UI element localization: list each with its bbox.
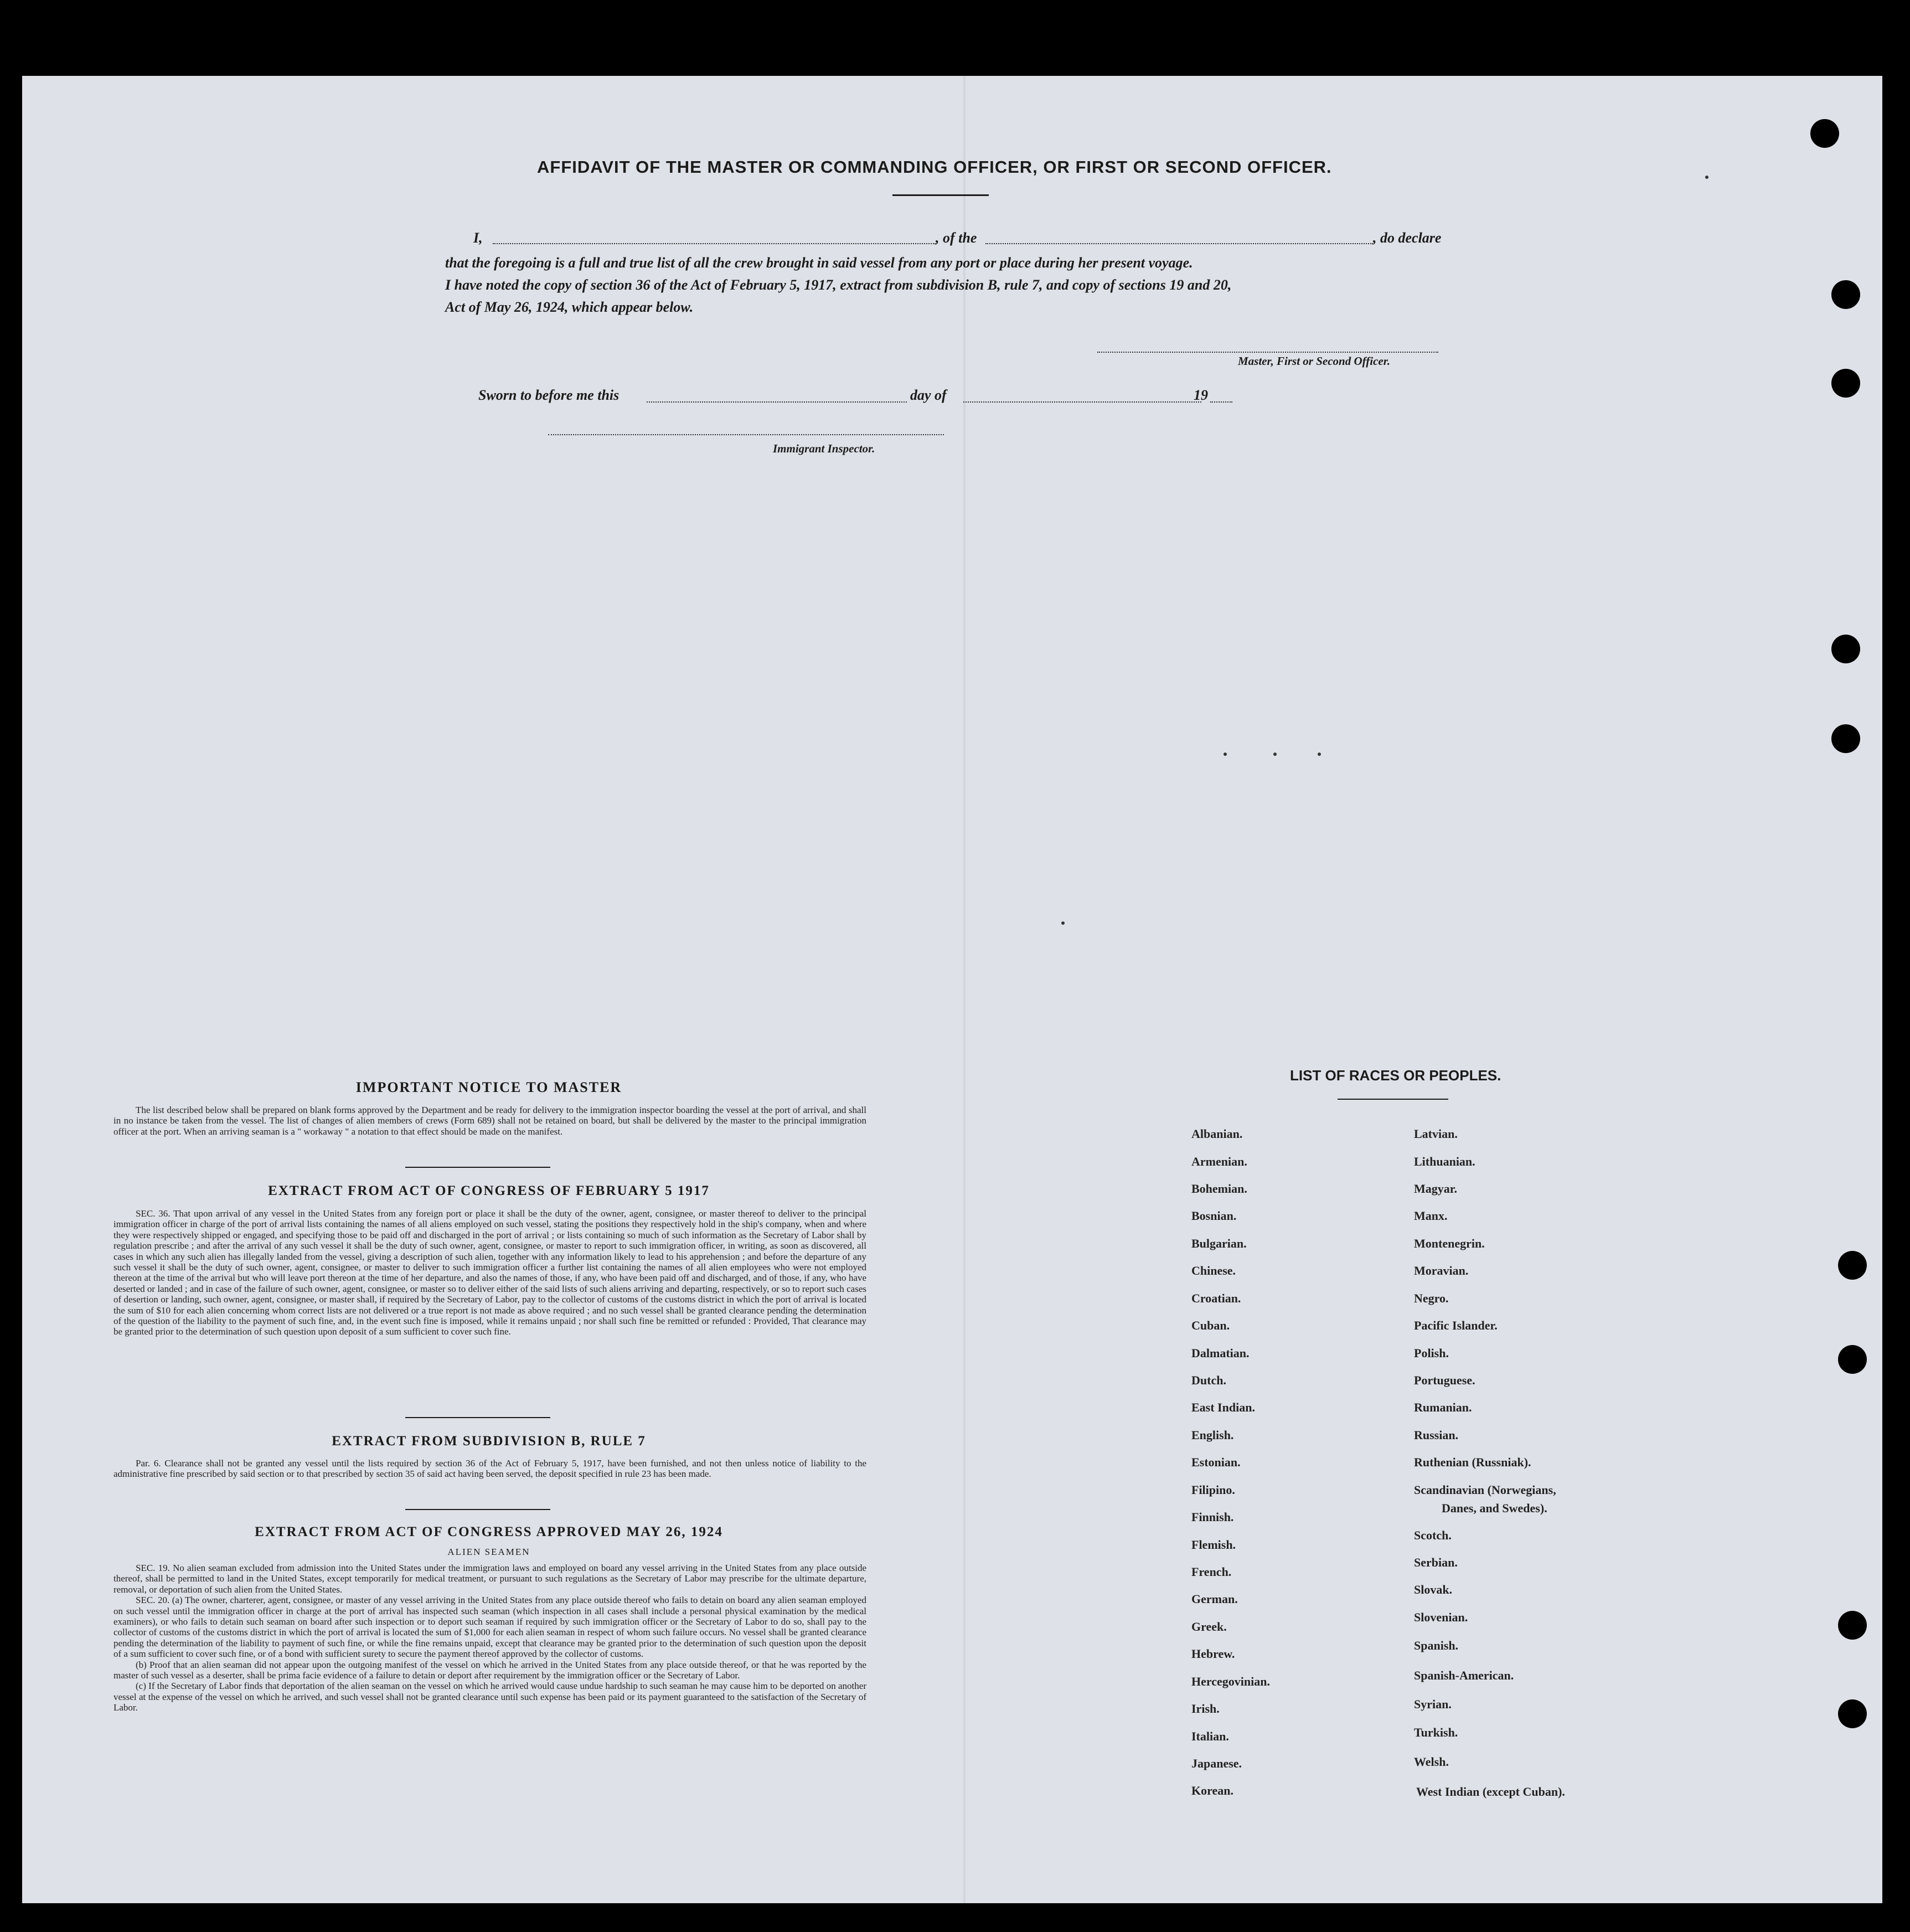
title-underline (892, 194, 989, 196)
sec-36-paragraph: SEC. 36. That upon arrival of any vessel in the United States from any foreign port or place it shall be the duty of the owner, agent, consignee, or master thereof to deliver to the principal immigration officer in charge of the port of arrival lists containing the names of all aliens employed on such vessel, stating the positions they respectively hold in the ship's company, when and where they were respectively shipped or engaged, and specifying those to be paid off and discharged in the port of arrival ; or lists containing so much of such information as the Secretary of Labor shall by regulation prescribe ; and after the arrival of any such vessel it shall be the duty of such owner, agent, consignee, or master to report to such immigration officer, in writing, as soon as discovered, all cases in which any such alien has illegally landed from the vessel, giving a description of such alien, together with any information likely to lead to his apprehension ; and before the departure of any such vessel it shall be the duty of such owner, agent, consignee, or master to deliver to such immigration officer a further list containing the names of all alien employees who were not employed thereon at the time of the arrival but who will leave port thereon at the time of her departure, and also the names of those, if any, who have been paid off and discharged, and of those, if any, who have deserted or landed ; and in case of the failure of such owner, agent, consignee, or master so to deliver either of the said lists of such aliens arriving and departing, respectively, or so to report such cases of desertion or landing, such owner, agent, consignee, or master shall, if required by the Secretary of Labor, pay to the collector of customs of the customs district in which the port of arrival is located the sum of $10 for each alien concerning whom correct lists are not delivered or a true report is not made as above required ; and no such vessel shall be granted clearance pending the determination of the question of the liability to the payment of such fine, and, in the event such fine is imposed, while it remains unpaid ; nor shall such fine be remitted or refunded : Provided, That clearance may be granted prior to the determination of such question upon deposit of a sum sufficient to cover such fine. (113, 1208, 866, 1337)
extract-1917-body (113, 1208, 866, 1337)
race-left-item: Bulgarian. (1191, 1237, 1247, 1250)
notice-paragraph: The list described below shall be prepared on blank forms approved by the Department and be ready for delivery to the immigration inspector boarding the vessel at the port of arrival, and shall in no instance be taken from the vessel. The list of changes of alien members of crews (Form 689) shall not be retained on board, but shall be delivered by the master to the principal immigration officer at the port. When an arriving seaman is a " workaway " a notation to that effect should be made on the manifest. (113, 1105, 866, 1137)
race-left-item: Croatian. (1191, 1291, 1241, 1305)
day-of-label: day of (910, 387, 947, 403)
race-left-item: Albanian. (1191, 1127, 1243, 1141)
affidavit-title: AFFIDAVIT OF THE MASTER OR COMMANDING OFFICER, OR FIRST OR SECOND OFFICER. (537, 157, 1332, 177)
affidavit-line-4: Act of May 26, 1924, which appear below. (445, 299, 694, 315)
race-right-item: Slovenian. (1414, 1610, 1468, 1624)
sworn-label: Sworn to before me this (478, 387, 620, 403)
race-right-item: Turkish. (1414, 1725, 1458, 1739)
sec-20b-paragraph: (b) Proof that an alien seaman did not appear upon the outgoing manifest of the vessel on which he arrived in the United States from any place outside thereof, or that he was reported by the master of such vessel as a deserter, shall be prima facie evidence of a failure to detain or deport after requirement by the immigration officer or the Secretary of Labor. (113, 1659, 866, 1681)
i-label: I, (473, 230, 483, 246)
race-right-item: Negro. (1414, 1291, 1449, 1305)
punch-hole (1838, 1345, 1867, 1374)
extract-1917-title: EXTRACT FROM ACT OF CONGRESS OF FEBRUARY 5 1917 (268, 1183, 710, 1198)
race-left-item: Greek. (1191, 1620, 1227, 1634)
race-right-item: Scotch. (1414, 1528, 1452, 1542)
race-right-item: Rumanian. (1414, 1400, 1472, 1414)
race-right-item: Slovak. (1414, 1583, 1453, 1596)
sec-19-paragraph: SEC. 19. No alien seaman excluded from admission into the United States under the immigration laws and employed on board any vessel arriving in the United States from any place outside thereof, shall be permitted to land in the United States, except temporarily for medical treatment, or pursuant to such regulations as the Secretary of Labor may prescribe for the ultimate departure, removal, or deportation of such alien from the United States. (113, 1563, 866, 1595)
of-the-label: , of the (936, 230, 977, 246)
race-right-item: Spanish-American. (1414, 1668, 1514, 1682)
races-underline (1338, 1099, 1448, 1100)
race-right-item: Welsh. (1414, 1755, 1449, 1769)
race-left-item: French. (1191, 1565, 1232, 1579)
race-left-item: Flemish. (1191, 1538, 1236, 1552)
master-caption: Master, First or Second Officer. (1238, 354, 1390, 368)
ink-speck (1061, 921, 1065, 925)
race-right-item: Moravian. (1414, 1264, 1469, 1277)
extract-rule7-body (113, 1458, 866, 1480)
race-right-item: Scandinavian (Norwegians, (1414, 1483, 1556, 1497)
extract-1924-title: EXTRACT FROM ACT OF CONGRESS APPROVED MAY 26, 1924 (255, 1524, 723, 1539)
section-divider (405, 1417, 550, 1418)
race-left-item: Chinese. (1191, 1264, 1236, 1277)
sworn-month-blank[interactable] (963, 401, 1201, 403)
ink-speck (1318, 753, 1321, 756)
race-left-item: Hebrew. (1191, 1647, 1235, 1661)
race-right-item: Magyar. (1414, 1182, 1458, 1196)
do-declare-label: , do declare (1373, 230, 1442, 246)
section-divider (405, 1509, 550, 1510)
notice-title: IMPORTANT NOTICE TO MASTER (355, 1079, 622, 1095)
ink-speck (1273, 753, 1277, 756)
year-blank[interactable] (1210, 401, 1232, 403)
race-right-item: Spanish. (1414, 1639, 1459, 1652)
race-right-item: West Indian (except Cuban). (1416, 1785, 1565, 1799)
inspector-signature-line[interactable] (548, 434, 944, 435)
race-right-item: Portuguese. (1414, 1373, 1475, 1387)
notice-body (113, 1105, 866, 1137)
punch-hole (1838, 1699, 1867, 1728)
ink-speck (1224, 753, 1227, 756)
name-blank[interactable] (493, 243, 936, 244)
race-right-item: Polish. (1414, 1346, 1449, 1360)
ink-speck (1705, 176, 1708, 179)
extract-1924-body (113, 1563, 866, 1713)
master-signature-line[interactable] (1097, 352, 1438, 353)
sworn-day-blank[interactable] (647, 401, 907, 403)
race-left-item: Irish. (1191, 1702, 1220, 1715)
sec-20a-paragraph: SEC. 20. (a) The owner, charterer, agent, consignee, or master of any vessel arriving in the United States from any place outside thereof who fails to detain on board any alien seaman employed on such vessel until the immigration officer in charge at the port of arrival has inspected such seaman (which inspection in all cases shall include a personal physical examination by the medical examiners), or who fails to detain such seaman on board after such inspection or to deport such seaman if required by such immigration officer or the Secretary of Labor to do so, shall pay to the collector of customs of the customs district in which the port of arrival is located the sum of $1,000 for each alien seaman in respect of whom such failure occurs. No vessel shall be granted clearance pending the determination of the liability to payment of such fine, or while the fine remains unpaid, except that clearance may be granted prior to the determination of such question upon the deposit of a sum sufficient to cover such fine, or of a bond with sufficient surety to secure the payment thereof approved by the collector of customs. (113, 1595, 866, 1660)
punch-hole (1831, 280, 1860, 309)
race-left-item: Korean. (1191, 1784, 1233, 1797)
document-sheet (22, 76, 1882, 1903)
race-right-item: Syrian. (1414, 1697, 1452, 1711)
race-left-item: Bosnian. (1191, 1209, 1237, 1223)
section-divider (405, 1167, 550, 1168)
races-title: LIST OF RACES OR PEOPLES. (1290, 1067, 1501, 1084)
punch-hole (1838, 1251, 1867, 1280)
race-left-item: Hercegovinian. (1191, 1675, 1270, 1688)
race-right-item: Serbian. (1414, 1555, 1458, 1569)
extract-rule7-title: EXTRACT FROM SUBDIVISION B, RULE 7 (332, 1434, 646, 1449)
punch-hole (1831, 369, 1860, 398)
race-left-item: Filipino. (1191, 1483, 1235, 1497)
race-right-item: Montenegrin. (1414, 1237, 1485, 1250)
race-left-item: East Indian. (1191, 1400, 1255, 1414)
race-left-item: English. (1191, 1428, 1234, 1442)
race-right-item: Russian. (1414, 1428, 1459, 1442)
punch-hole (1831, 635, 1860, 663)
race-left-item: Bohemian. (1191, 1182, 1247, 1196)
alien-seamen-subtitle: ALIEN SEAMEN (447, 1547, 530, 1557)
race-right-item: Danes, and Swedes). (1442, 1501, 1547, 1515)
sec-20c-paragraph: (c) If the Secretary of Labor finds that deportation of the alien seaman on the vessel on which he arrived would cause undue hardship to such seaman he may cause him to be deported on another vessel at the expense of the vessel on which he arrived, and such vessel shall not be granted clearance until such expense has been paid or its payment guaranteed to the satisfaction of the Secretary of Labor. (113, 1681, 866, 1713)
race-left-item: Japanese. (1191, 1756, 1242, 1770)
race-left-item: German. (1191, 1592, 1238, 1606)
race-right-item: Lithuanian. (1414, 1155, 1475, 1168)
punch-hole (1831, 724, 1860, 753)
race-left-item: Estonian. (1191, 1455, 1241, 1469)
race-right-item: Pacific Islander. (1414, 1318, 1498, 1332)
vessel-blank[interactable] (985, 243, 1373, 244)
year-label: 19 (1194, 387, 1208, 403)
race-left-item: Cuban. (1191, 1318, 1230, 1332)
race-right-item: Latvian. (1414, 1127, 1458, 1141)
race-left-item: Dutch. (1191, 1373, 1226, 1387)
race-left-item: Armenian. (1191, 1155, 1247, 1168)
race-left-item: Italian. (1191, 1729, 1229, 1743)
affidavit-line-2: that the foregoing is a full and true list of all the crew brought in said vessel from any port or place during her present voyage. (445, 255, 1193, 271)
inspector-caption: Immigrant Inspector. (773, 442, 875, 455)
race-left-item: Dalmatian. (1191, 1346, 1250, 1360)
race-right-item: Manx. (1414, 1209, 1448, 1223)
par-6-paragraph: Par. 6. Clearance shall not be granted any vessel until the lists required by section 36 of the Act of February 5, 1917, have been furnished, and not then unless notice of liability to the administrative fine prescribed by said section or to that prescribed by section 35 of said act having been served, the deposit specified in rule 23 has been made. (113, 1458, 866, 1480)
punch-hole (1838, 1611, 1867, 1640)
affidavit-line-3: I have noted the copy of section 36 of the Act of February 5, 1917, extract from subdivision B, rule 7, and copy of sections 19 and 20, (445, 277, 1232, 293)
race-left-item: Finnish. (1191, 1510, 1234, 1524)
race-right-item: Ruthenian (Russniak). (1414, 1455, 1531, 1469)
fold-line (963, 76, 966, 1903)
punch-hole (1810, 119, 1839, 148)
